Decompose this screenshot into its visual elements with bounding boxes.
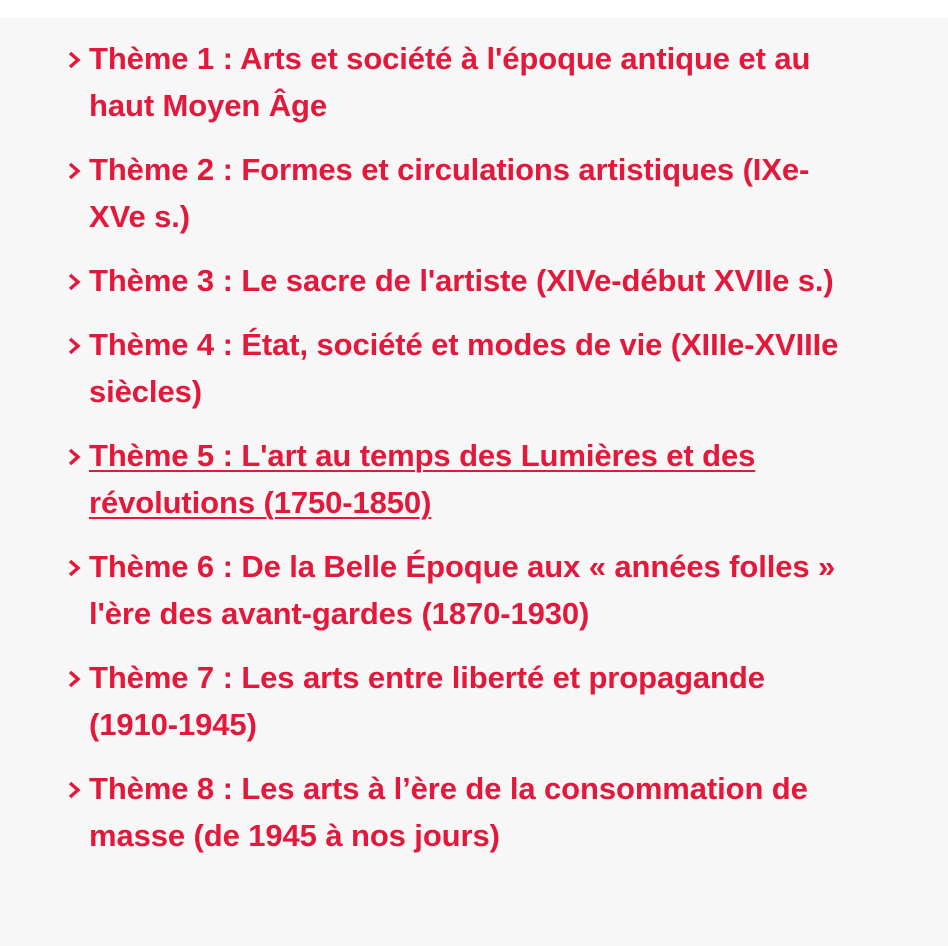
theme-link-1[interactable]: Thème 1 : Arts et société à l'époque antique et au haut Moyen Âge: [89, 41, 811, 123]
list-item-theme-7: [62, 654, 852, 748]
themes-list: [62, 35, 852, 876]
list-item-theme-6: [62, 543, 852, 637]
list-item-theme-2: [62, 146, 852, 240]
chevron-right-icon: [66, 781, 82, 799]
theme-link-4[interactable]: Thème 4 : État, société et modes de vie (XIIIe-XVIIIe siècles): [89, 327, 839, 409]
theme-link-2[interactable]: Thème 2 : Formes et circulations artistiques (IXe-XVe s.): [89, 152, 810, 234]
theme-link-3[interactable]: Thème 3 : Le sacre de l'artiste (XIVe-début XVIIe s.): [89, 263, 834, 298]
list-item-theme-4: [62, 321, 852, 415]
theme-link-6[interactable]: Thème 6 : De la Belle Époque aux « années folles » l'ère des avant-gardes (1870-1930): [89, 549, 836, 631]
theme-link-8[interactable]: Thème 8 : Les arts à l’ère de la consommation de masse (de 1945 à nos jours): [89, 771, 808, 853]
list-item-theme-5: [62, 432, 852, 526]
theme-link-7[interactable]: Thème 7 : Les arts entre liberté et propagande (1910-1945): [89, 660, 765, 742]
chevron-right-icon: [66, 162, 82, 180]
theme-link-5[interactable]: Thème 5 : L'art au temps des Lumières et des révolutions (1750-1850): [89, 438, 756, 520]
chevron-right-icon: [66, 51, 82, 69]
list-item-theme-3: [62, 257, 852, 304]
chevron-right-icon: [66, 337, 82, 355]
list-item-theme-1: [62, 35, 852, 129]
chevron-right-icon: [66, 273, 82, 291]
chevron-right-icon: [66, 448, 82, 466]
chevron-right-icon: [66, 670, 82, 688]
themes-panel: [0, 18, 948, 946]
list-item-theme-8: [62, 765, 852, 859]
chevron-right-icon: [66, 559, 82, 577]
